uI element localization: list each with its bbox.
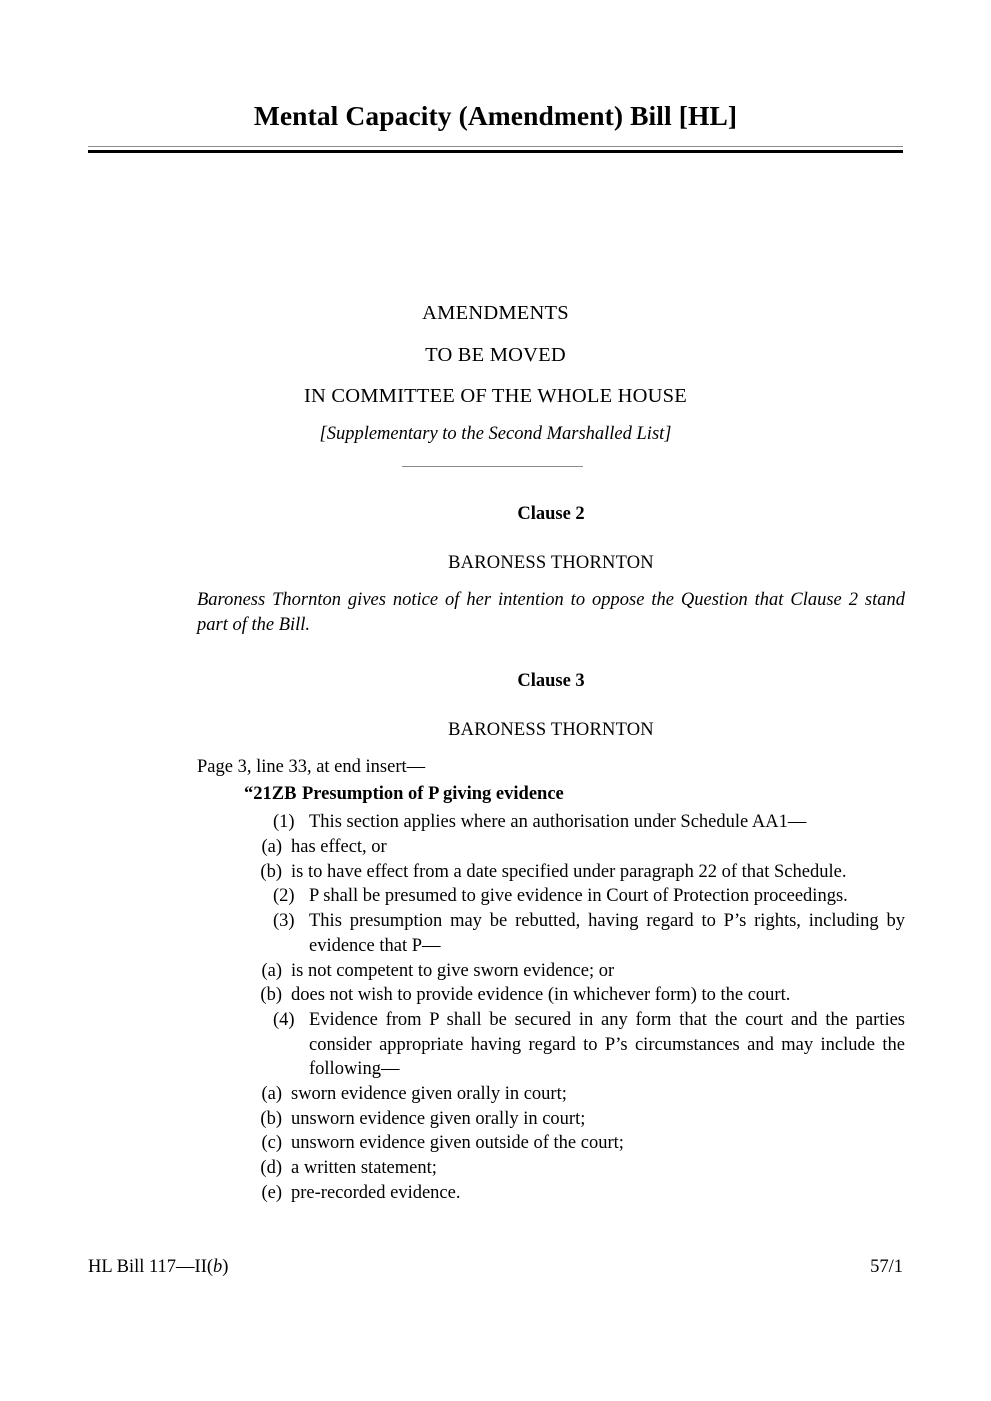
list-item bbox=[197, 1181, 905, 1206]
header-subtitle: [Supplementary to the Second Marshalled List] bbox=[319, 423, 672, 444]
new-section-title: Presumption of P giving evidence bbox=[302, 783, 564, 804]
list-item-marker: (d) bbox=[260, 1158, 282, 1178]
subsection-marker: (2) bbox=[273, 886, 295, 907]
list-item bbox=[197, 983, 905, 1008]
bill-reference-prefix: HL Bill 117—II( bbox=[88, 1257, 214, 1277]
list-item bbox=[197, 1107, 905, 1132]
list-item-text: unsworn evidence given orally in court; bbox=[291, 1108, 586, 1129]
subsection-marker: (3) bbox=[273, 911, 295, 932]
list-item-text: has effect, or bbox=[291, 837, 387, 858]
notice-text: Baroness Thornton gives notice of her intention to oppose the Question that Clause 2 stand part of the Bill. bbox=[197, 590, 905, 635]
subsection-content bbox=[309, 884, 905, 909]
subsection bbox=[197, 909, 905, 958]
header-line-amendments: AMENDMENTS bbox=[422, 302, 569, 324]
subsection-marker: (1) bbox=[273, 812, 295, 833]
list-item-marker: (a) bbox=[261, 960, 282, 981]
list-item-marker: (c) bbox=[261, 1133, 282, 1154]
page-number: 57/1 bbox=[870, 1257, 903, 1277]
subsection bbox=[197, 810, 905, 835]
list-item-text: is to have effect from a date specified under paragraph 22 of that Schedule. bbox=[291, 861, 847, 882]
subsection bbox=[197, 884, 905, 909]
list-item-marker: (e) bbox=[261, 1182, 282, 1203]
clause-heading: Clause 3 bbox=[517, 671, 585, 692]
page-title: Mental Capacity (Amendment) Bill [HL] bbox=[253, 100, 738, 131]
subsection-content bbox=[309, 909, 905, 958]
list-item-text: is not competent to give sworn evidence; or bbox=[291, 960, 615, 981]
member-name: BARONESS THORNTON bbox=[448, 552, 654, 573]
list-item-text: pre-recorded evidence. bbox=[291, 1182, 461, 1203]
subsection bbox=[197, 1008, 905, 1082]
amendment-section-clause-3 bbox=[197, 672, 905, 1205]
list-item bbox=[197, 835, 905, 860]
header-line-to-be-moved: TO BE MOVED bbox=[425, 343, 566, 366]
amendment-section-clause-2 bbox=[197, 505, 905, 637]
insert-instruction: Page 3, line 33, at end insert— bbox=[197, 757, 426, 778]
subsection-content bbox=[309, 810, 905, 835]
subsection-content bbox=[309, 1008, 905, 1082]
new-section-number: “21ZB bbox=[244, 783, 297, 804]
header-line-committee: IN COMMITTEE OF THE WHOLE HOUSE bbox=[304, 385, 687, 407]
header-divider-rule bbox=[402, 466, 583, 467]
title-rule-thick bbox=[88, 150, 903, 153]
list-item bbox=[197, 860, 905, 885]
bill-reference-suffix: ) bbox=[222, 1257, 229, 1277]
bill-reference-letter: b bbox=[213, 1257, 223, 1277]
list-item bbox=[197, 1156, 905, 1181]
subsection-marker: (4) bbox=[273, 1009, 295, 1030]
list-item-text: unsworn evidence given outside of the court; bbox=[291, 1133, 624, 1154]
subsection-text: P shall be presumed to give evidence in Court of Protection proceedings. bbox=[309, 886, 848, 907]
list-item bbox=[197, 1131, 905, 1156]
list-item-text: does not wish to provide evidence (in whichever form) to the court. bbox=[291, 985, 791, 1006]
list-item-marker: (b) bbox=[260, 1108, 282, 1129]
list-item-marker: (b) bbox=[260, 861, 282, 882]
list-item bbox=[197, 959, 905, 984]
list-item-text: a written statement; bbox=[291, 1158, 437, 1178]
clause-heading: Clause 2 bbox=[517, 504, 585, 524]
list-item bbox=[197, 1082, 905, 1107]
amendments-header bbox=[88, 303, 903, 443]
subsection-text: This section applies where an authorisation under Schedule AA1— bbox=[309, 812, 807, 833]
list-item-marker: (b) bbox=[260, 985, 282, 1006]
subsection-text: This presumption may be rebutted, having regard to P’s rights, including by evidence that P— bbox=[309, 911, 905, 956]
bill-reference bbox=[88, 1258, 228, 1277]
list-item-marker: (a) bbox=[261, 837, 282, 858]
list-item-text: sworn evidence given orally in court; bbox=[291, 1083, 567, 1104]
title-double-rule bbox=[88, 146, 903, 153]
amendments-body bbox=[197, 505, 905, 1205]
page-footer bbox=[88, 1258, 903, 1277]
subsection-text: Evidence from P shall be secured in any form that the court and the parties consider appropriate having regard to P’s circumstances and may include the following— bbox=[309, 1009, 905, 1080]
new-section-heading bbox=[197, 782, 905, 807]
list-item-marker: (a) bbox=[261, 1083, 282, 1104]
member-name: BARONESS THORNTON bbox=[448, 719, 654, 740]
section-spacer bbox=[197, 637, 905, 672]
